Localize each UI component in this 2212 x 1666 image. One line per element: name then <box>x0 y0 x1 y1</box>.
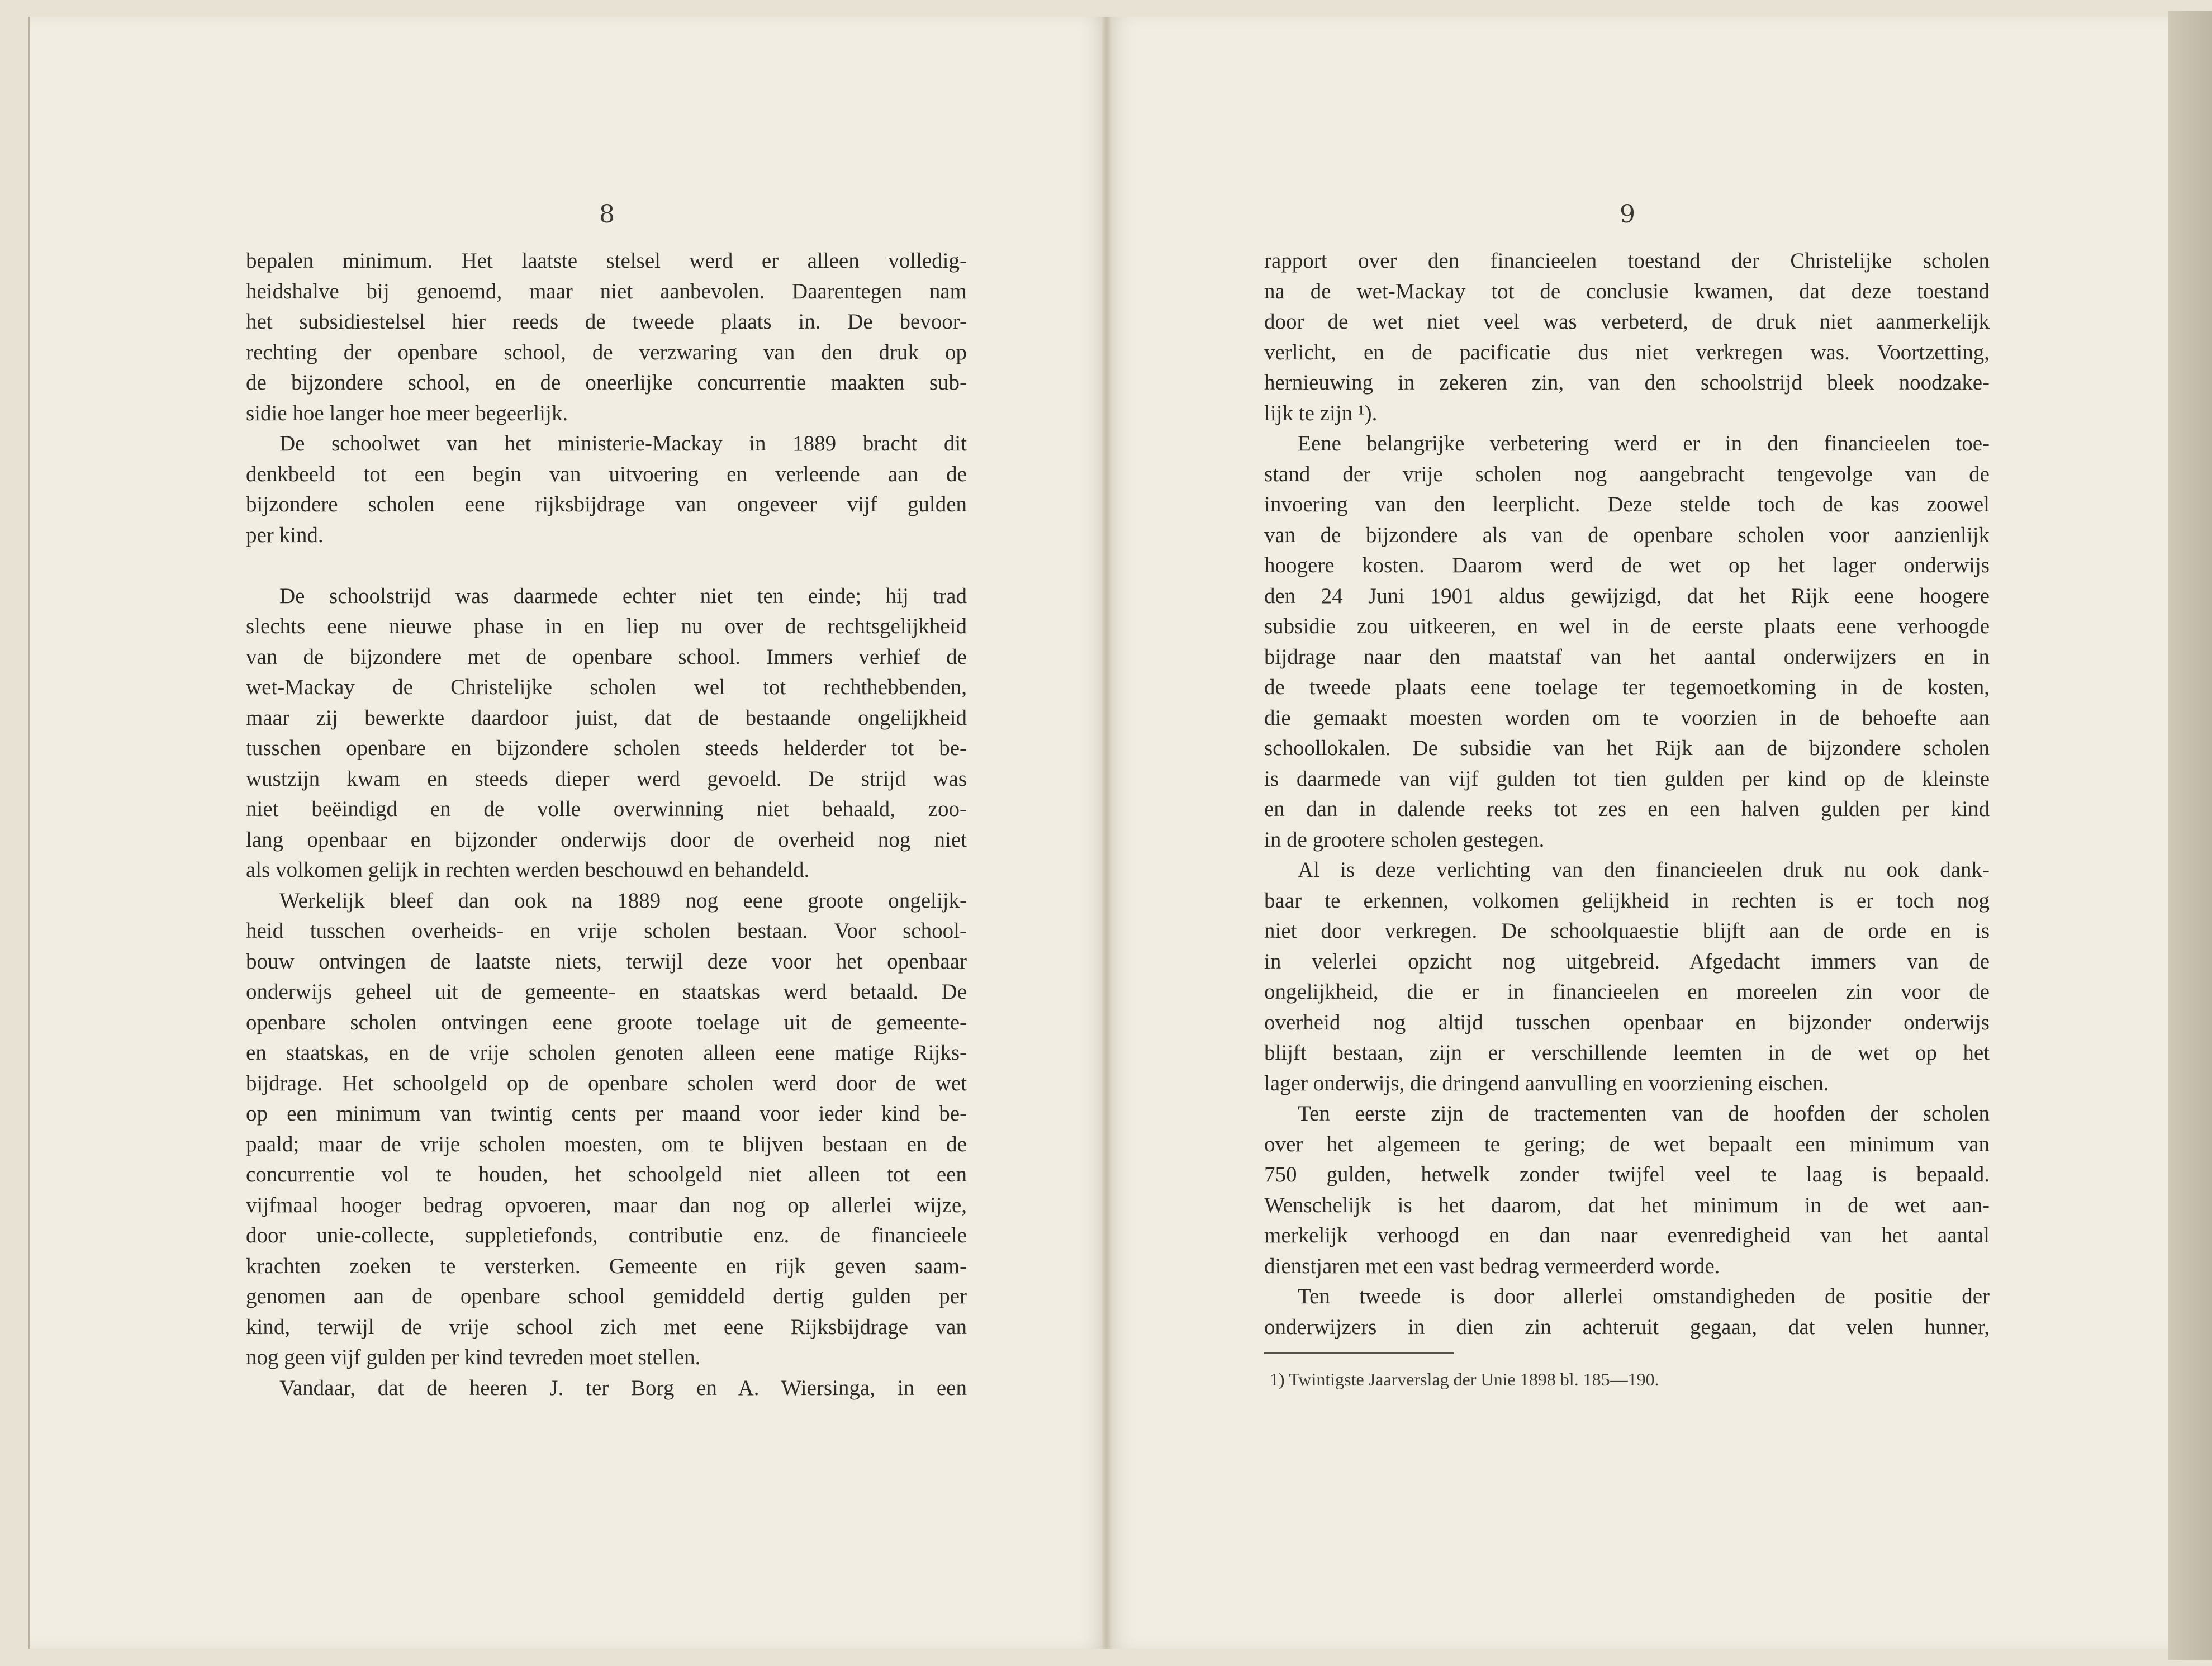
text-line: vijfmaal hooger bedrag opvoeren, maar dan nog op allerlei wijze, <box>246 1193 967 1217</box>
text-line: bijzondere scholen eene rijksbijdrage van ongeveer vijf gulden <box>246 492 967 516</box>
text-line: Wenschelijk is het daarom, dat het minimum in de wet aan- <box>1264 1193 1990 1217</box>
text-line: door de wet niet veel was verbeterd, de druk niet aanmerkelijk <box>1264 310 1990 334</box>
text-line: de tweede plaats eene toelage ter tegemoetkoming in de kosten, <box>1264 675 1990 699</box>
footnote-rule <box>1264 1352 1454 1354</box>
text-line: Eene belangrijke verbetering werd er in den financieelen toe- <box>1298 431 1990 455</box>
text-line: die gemaakt moesten worden om te voorzien in de behoefte aan <box>1264 705 1990 730</box>
text-line: en staatskas, en de vrije scholen genoten alleen eene matige Rijks- <box>246 1041 967 1065</box>
page-number-right: 9 <box>1620 200 1635 229</box>
text-line: wet-Mackay de Christelijke scholen wel tot rechthebbenden, <box>246 675 967 699</box>
text-line: bijdrage. Het schoolgeld op de openbare scholen werd door de wet <box>246 1071 967 1095</box>
text-line: paald; maar de vrije scholen moesten, om te blijven bestaan en de <box>246 1132 967 1156</box>
text-line: rechting der openbare school, de verzwaring van den druk op <box>246 340 967 364</box>
text-line: hoogere kosten. Daarom werd de wet op het lager onderwijs <box>1264 553 1990 577</box>
text-line: hernieuwing in zekeren zin, van den schoolstrijd bleek noodzake- <box>1264 371 1990 395</box>
text-line: over het algemeen te gering; de wet bepaalt een minimum van <box>1264 1132 1990 1156</box>
text-line: Vandaar, dat de heeren J. ter Borg en A. Wiersinga, in een <box>279 1375 967 1400</box>
text-line: openbare scholen ontvingen eene groote toelage uit de gemeente- <box>246 1010 967 1034</box>
text-line: in de grootere scholen gestegen. <box>1264 827 1545 852</box>
text-line: bouw ontvingen de laatste niets, terwijl deze voor het openbaar <box>246 949 967 974</box>
text-line: in velerlei opzicht nog uitgebreid. Afgedacht immers van de <box>1264 949 1990 974</box>
footnote: 1) Twintigste Jaarverslag der Unie 1898 bl. 185—190. <box>1270 1369 1659 1389</box>
text-line: Ten eerste zijn de tractementen van de hoofden der scholen <box>1298 1102 1990 1126</box>
text-line: het subsidiestelsel hier reeds de tweede plaats in. De bevoor- <box>246 310 967 334</box>
text-line: is daarmede van vijf gulden tot tien gulden per kind op de kleinste <box>1264 766 1990 791</box>
text-line: den 24 Juni 1901 aldus gewijzigd, dat het Rijk eene hoogere <box>1264 583 1990 608</box>
text-line: kind, terwijl de vrije school zich met eene Rijksbijdrage van <box>246 1314 967 1339</box>
right-page-text <box>1264 246 1990 1342</box>
text-line: bijdrage naar den maatstaf van het aantal onderwijzers en in <box>1264 644 1990 669</box>
text-line: slechts eene nieuwe phase in en liep nu over de rechtsgelijkheid <box>246 614 967 638</box>
text-line: dienstjaren met een vast bedrag vermeerderd worde. <box>1264 1254 1720 1278</box>
text-line: de bijzondere school, en de oneerlijke concurrentie maakten sub- <box>246 371 967 395</box>
book-gutter <box>1102 17 1111 1649</box>
text-line: stand der vrije scholen nog aangebracht tengevolge van de <box>1264 462 1990 486</box>
text-line: onderwijzers in dien zin achteruit gegaan, dat velen hunner, <box>1264 1314 1990 1339</box>
text-line: verlicht, en de pacificatie dus niet verkregen was. Voortzetting, <box>1264 340 1990 364</box>
text-line: maar zij bewerkte daardoor juist, dat de bestaande ongelijkheid <box>246 705 967 730</box>
text-line: schoollokalen. De subsidie van het Rijk aan de bijzondere scholen <box>1264 736 1990 760</box>
text-line: lijk te zijn ¹). <box>1264 401 1378 425</box>
text-line: ongelijkheid, die er in financieelen en moreelen zin voor de <box>1264 980 1990 1004</box>
text-line: na de wet-Mackay tot de conclusie kwamen, dat deze toestand <box>1264 279 1990 303</box>
text-line: blijft bestaan, zijn er verschillende leemten in de wet op het <box>1264 1041 1990 1065</box>
text-line: lang openbaar en bijzonder onderwijs door de overheid nog niet <box>246 827 967 852</box>
text-line: sidie hoe langer hoe meer begeerlijk. <box>246 401 568 425</box>
text-line: van de bijzondere met de openbare school. Immers verhief de <box>246 644 967 669</box>
text-line: niet beëindigd en de volle overwinning niet behaald, zoo- <box>246 797 967 821</box>
text-line: onderwijs geheel uit de gemeente- en staatskas werd betaald. De <box>246 980 967 1004</box>
left-page-text <box>246 246 967 1403</box>
text-line: invoering van den leerplicht. Deze stelde toch de kas zoowel <box>1264 492 1990 516</box>
text-line: denkbeeld tot een begin van uitvoering en verleende aan de <box>246 462 967 486</box>
text-line: Ten tweede is door allerlei omstandigheden de positie der <box>1298 1284 1990 1308</box>
text-line: nog geen vijf gulden per kind tevreden moet stellen. <box>246 1345 701 1369</box>
page-edge <box>2168 11 2212 1660</box>
text-line: rapport over den financieelen toestand der Christelijke scholen <box>1264 249 1990 273</box>
text-line: genomen aan de openbare school gemiddeld dertig gulden per <box>246 1284 967 1308</box>
text-line: merkelijk verhoogd en dan naar evenredigheid van het aantal <box>1264 1223 1990 1247</box>
text-line: niet door verkregen. De schoolquaestie blijft aan de orde en is <box>1264 919 1990 943</box>
page-number-left: 8 <box>599 200 615 229</box>
text-line: 750 gulden, hetwelk zonder twijfel veel te laag is bepaald. <box>1264 1162 1990 1186</box>
text-line: per kind. <box>246 523 324 547</box>
text-line: krachten zoeken te versterken. Gemeente en rijk geven saam- <box>246 1254 967 1278</box>
text-line: overheid nog altijd tusschen openbaar en bijzonder onderwijs <box>1264 1010 1990 1034</box>
text-line: heidshalve bij genoemd, maar niet aanbevolen. Daarentegen nam <box>246 279 967 303</box>
text-line: als volkomen gelijk in rechten werden beschouwd en behandeld. <box>246 858 810 882</box>
text-line: tusschen openbare en bijzondere scholen steeds helderder tot be- <box>246 736 967 760</box>
text-line: concurrentie vol te houden, het schoolgeld niet alleen tot een <box>246 1162 967 1186</box>
text-line: Al is deze verlichting van den financieelen druk nu ook dank- <box>1298 858 1990 882</box>
text-line: De schoolstrijd was daarmede echter niet ten einde; hij trad <box>279 583 967 608</box>
text-line: Werkelijk bleef dan ook na 1889 nog eene groote ongelijk- <box>279 888 967 913</box>
text-line: wustzijn kwam en steeds dieper werd gevoeld. De strijd was <box>246 766 967 791</box>
text-line: De schoolwet van het ministerie-Mackay in 1889 bracht dit <box>279 431 967 455</box>
text-line: baar te erkennen, volkomen gelijkheid in rechten is er toch nog <box>1264 888 1990 913</box>
paragraph-gap <box>246 550 967 581</box>
text-line: bepalen minimum. Het laatste stelsel werd er alleen volledig- <box>246 249 967 273</box>
text-line: op een minimum van twintig cents per maand voor ieder kind be- <box>246 1102 967 1126</box>
text-line: heid tusschen overheids- en vrije scholen bestaan. Voor school- <box>246 919 967 943</box>
text-line: en dan in dalende reeks tot zes en een halven gulden per kind <box>1264 797 1990 821</box>
text-line: van de bijzondere als van de openbare scholen voor aanzienlijk <box>1264 523 1990 547</box>
text-line: lager onderwijs, die dringend aanvulling en voorziening eischen. <box>1264 1071 1829 1095</box>
text-line: subsidie zou uitkeeren, en wel in de eerste plaats eene verhoogde <box>1264 614 1990 638</box>
text-line: door unie-collecte, suppletiefonds, contributie enz. de financieele <box>246 1223 967 1247</box>
